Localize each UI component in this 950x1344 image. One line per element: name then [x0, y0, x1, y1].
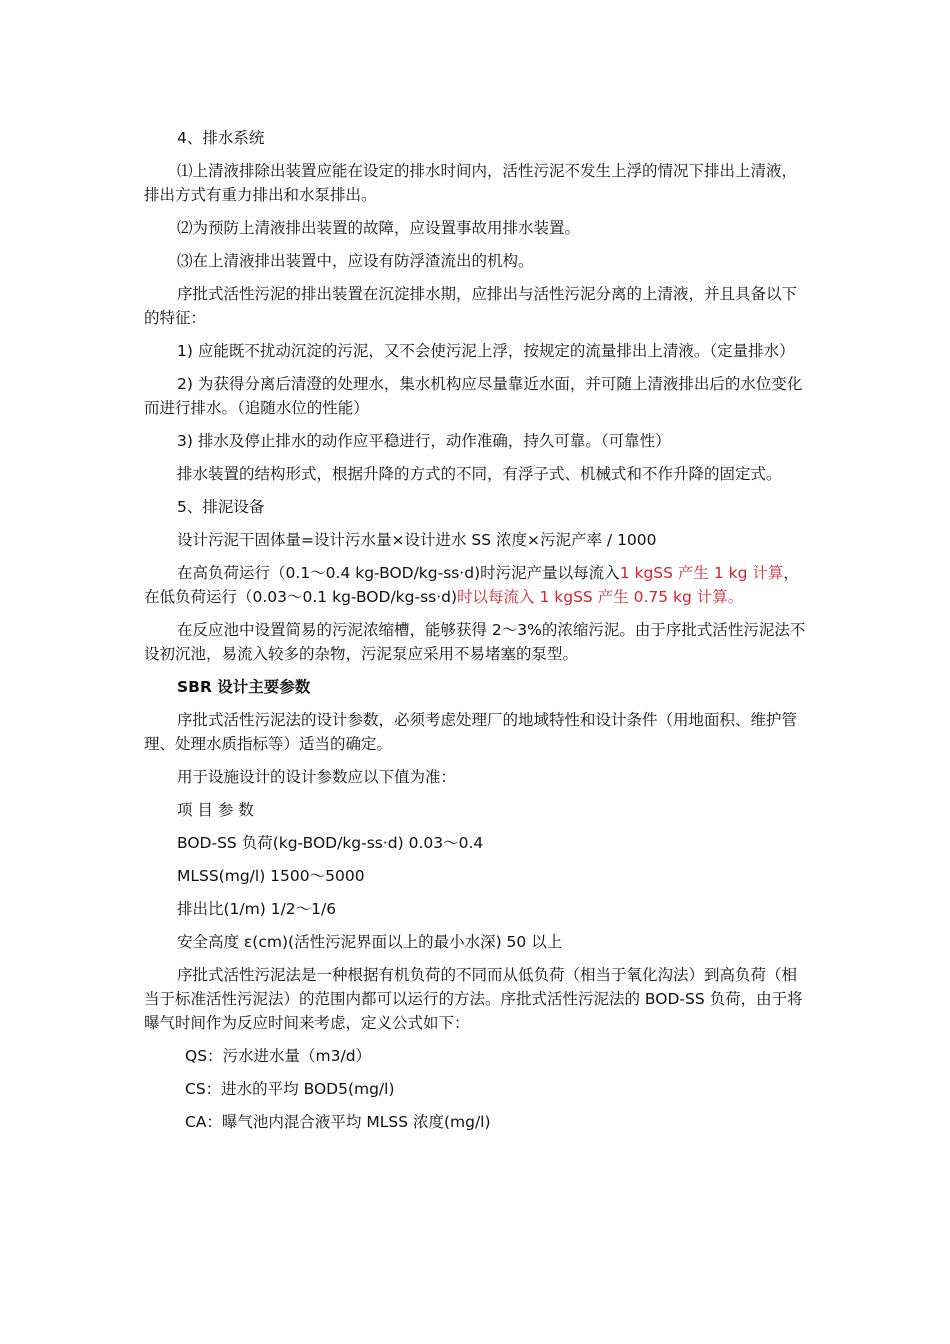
definition-qs: QS：污水进水量（m3/d） — [185, 1047, 372, 1065]
load-text: 在高负荷运行（0.1～0.4 kg-BOD/kg-ss·d)时污泥产量以每流入 — [177, 564, 620, 582]
feature-item: 1) 应能既不扰动沉淀的污泥，又不会使污泥上浮，按规定的流量排出上清液。（定量排水） — [177, 342, 795, 360]
parameter-row: 排出比(1/m) 1/2～1/6 — [177, 900, 337, 918]
section-5-paragraph: 在反应池中设置简易的污泥浓缩槽，能够获得 2～3%的浓缩污泥。由于序批式活性污泥法不设初沉池，易流入较多的杂物，污泥泵应采用不易堵塞的泵型。 — [144, 621, 806, 663]
definition-cs: CS：进水的平均 BOD5(mg/l) — [185, 1080, 395, 1098]
sludge-formula: 设计污泥干固体量=设计污水量×设计进水 SS 浓度×污泥产率 / 1000 — [177, 531, 657, 549]
load-text: ，在低负荷运行（0.03～0.1 kg-BOD/kg-ss·d) — [144, 564, 799, 606]
highlight-text: 1 kgSS 产生 1 kg 计算 — [619, 564, 784, 582]
document-body — [144, 126, 806, 1143]
section-5-heading: 5、排泥设备 — [177, 498, 265, 516]
parameter-row: MLSS(mg/l) 1500～5000 — [177, 867, 365, 885]
sbr-heading: SBR 设计主要参数 — [177, 678, 311, 696]
section-4-paragraph: ⑵为预防上清液排出装置的故障，应设置事故用排水装置。 — [177, 219, 581, 237]
section-4-paragraph: ⑶在上清液排出装置中，应设有防浮渣流出的机构。 — [177, 252, 534, 270]
feature-item: 3) 排水及停止排水的动作应平稳进行，动作准确，持久可靠。（可靠性） — [177, 432, 671, 450]
highlight-text: 时以每流入 1 kgSS 产生 0.75 kg 计算。 — [457, 588, 744, 606]
sbr-paragraph: 序批式活性污泥法的设计参数，必须考虑处理厂的地域特性和设计条件（用地面积、维护管理、处理水质指标等）适当的确定。 — [144, 711, 798, 753]
section-4-heading: 4、排水系统 — [177, 129, 265, 147]
section-4-paragraph: ⑴上清液排除出装置应能在设定的排水时间内，活性污泥不发生上浮的情况下排出上清液，排出方式有重力排出和水泵排出。 — [144, 162, 798, 204]
sludge-load-paragraph — [144, 561, 806, 609]
feature-item: 2) 为获得分离后清澄的处理水，集水机构应尽量靠近水面，并可随上清液排出后的水位变化而进行排水。（追随水位的性能） — [144, 375, 803, 417]
section-4-paragraph: 序批式活性污泥的排出装置在沉淀排水期，应排出与活性污泥分离的上清液，并且具备以下的特征： — [144, 285, 798, 327]
parameter-row: 安全高度 ε(cm)(活性污泥界面以上的最小水深) 50 以上 — [177, 933, 563, 951]
definition-ca: CA：曝气池内混合液平均 MLSS 浓度(mg/l) — [185, 1113, 491, 1131]
sbr-paragraph: 序批式活性污泥法是一种根据有机负荷的不同而从低负荷（相当于氧化沟法）到高负荷（相当于标准活性污泥法）的范围内都可以运行的方法。序批式活性污泥法的 BOD-SS 负荷，由于将曝气时间作为反应时间来考虑，定义公式如下： — [144, 966, 803, 1032]
parameter-row: BOD-SS 负荷(kg-BOD/kg-ss·d) 0.03～0.4 — [177, 834, 484, 852]
sbr-paragraph: 用于设施设计的设计参数应以下值为准： — [177, 768, 457, 786]
parameter-header: 项 目 参 数 — [177, 801, 254, 819]
section-4-paragraph: 排水装置的结构形式，根据升降的方式的不同，有浮子式、机械式和不作升降的固定式。 — [177, 465, 782, 483]
